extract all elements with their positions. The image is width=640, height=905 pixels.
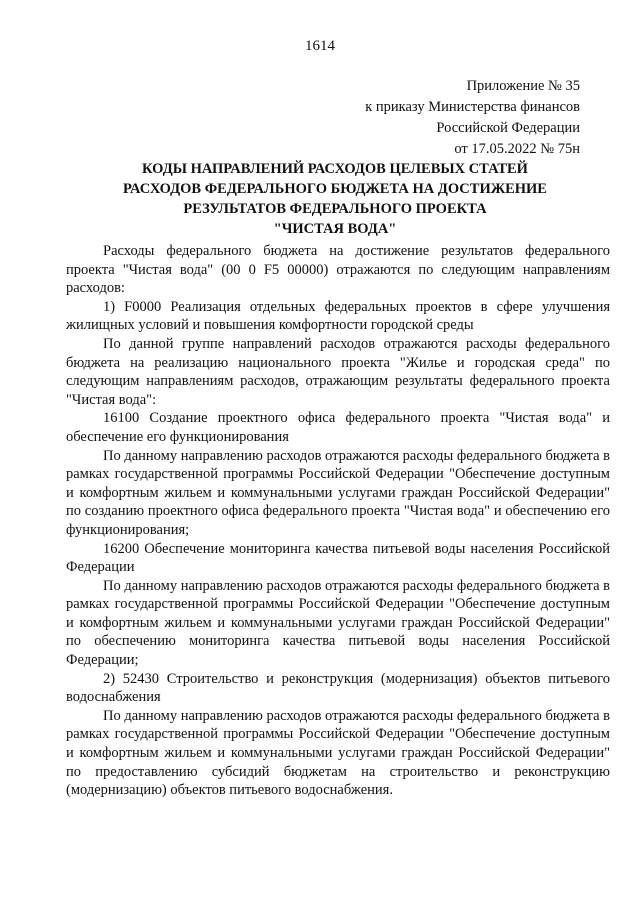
page-number: 1614 bbox=[305, 38, 335, 54]
title-line: "ЧИСТАЯ ВОДА" bbox=[273, 221, 397, 237]
title-line: РАСХОДОВ ФЕДЕРАЛЬНОГО БЮДЖЕТА НА ДОСТИЖЕНИЕ bbox=[123, 181, 547, 197]
paragraph: По данной группе направлений расходов отражаются расходы федерального бюджета на реализацию национального проекта "Жилье и городская среда" по следующим направлениям расходов, отражающим результаты федерального проекта "Чистая вода": bbox=[66, 335, 610, 408]
document-body bbox=[66, 242, 610, 800]
appendix-header bbox=[330, 76, 580, 160]
appendix-line: к приказу Министерства финансов bbox=[365, 99, 580, 115]
paragraph: По данному направлению расходов отражаются расходы федерального бюджета в рамках государственной программы Российской Федерации "Обеспечение доступным и комфортным жильем и коммунальными услугами граждан Российской Федерации" по обеспечению мониторинга качества питьевой воды населения Российской Федерации; bbox=[66, 577, 610, 669]
paragraph: 1) F0000 Реализация отдельных федеральных проектов в сфере улучшения жилищных условий и повышения комфортности городской среды bbox=[66, 298, 610, 334]
appendix-line: от 17.05.2022 № 75н bbox=[454, 141, 580, 157]
title-line: КОДЫ НАПРАВЛЕНИЙ РАСХОДОВ ЦЕЛЕВЫХ СТАТЕЙ bbox=[142, 161, 528, 177]
paragraph: По данному направлению расходов отражаются расходы федерального бюджета в рамках государственной программы Российской Федерации "Обеспечение доступным и комфортным жильем и коммунальными услугами граждан Российской Федерации" по предоставлению субсидий бюджетам на строительство и реконструкцию (модернизацию) объектов питьевого водоснабжения. bbox=[66, 707, 610, 799]
paragraph: 2) 52430 Строительство и реконструкция (модернизация) объектов питьевого водоснабжения bbox=[66, 670, 610, 706]
paragraph: По данному направлению расходов отражаются расходы федерального бюджета в рамках государственной программы Российской Федерации "Обеспечение доступным и комфортным жильем и коммунальными услугами граждан Российской Федерации" по созданию проектного офиса федерального проекта "Чистая вода" и обеспечению его функционирования; bbox=[66, 447, 610, 538]
appendix-line: Российской Федерации bbox=[436, 120, 580, 136]
paragraph: 16200 Обеспечение мониторинга качества питьевой воды населения Российской Федерации bbox=[66, 540, 610, 576]
appendix-line: Приложение № 35 bbox=[466, 78, 580, 94]
paragraph: Расходы федерального бюджета на достижение результатов федерального проекта "Чистая вода" (00 0 F5 00000) отражаются по следующим направлениям расходов: bbox=[66, 243, 610, 297]
paragraph: 16100 Создание проектного офиса федерального проекта "Чистая вода" и обеспечение его функционирования bbox=[66, 410, 610, 445]
document-title bbox=[60, 159, 610, 239]
title-line: РЕЗУЛЬТАТОВ ФЕДЕРАЛЬНОГО ПРОЕКТА bbox=[183, 201, 487, 217]
